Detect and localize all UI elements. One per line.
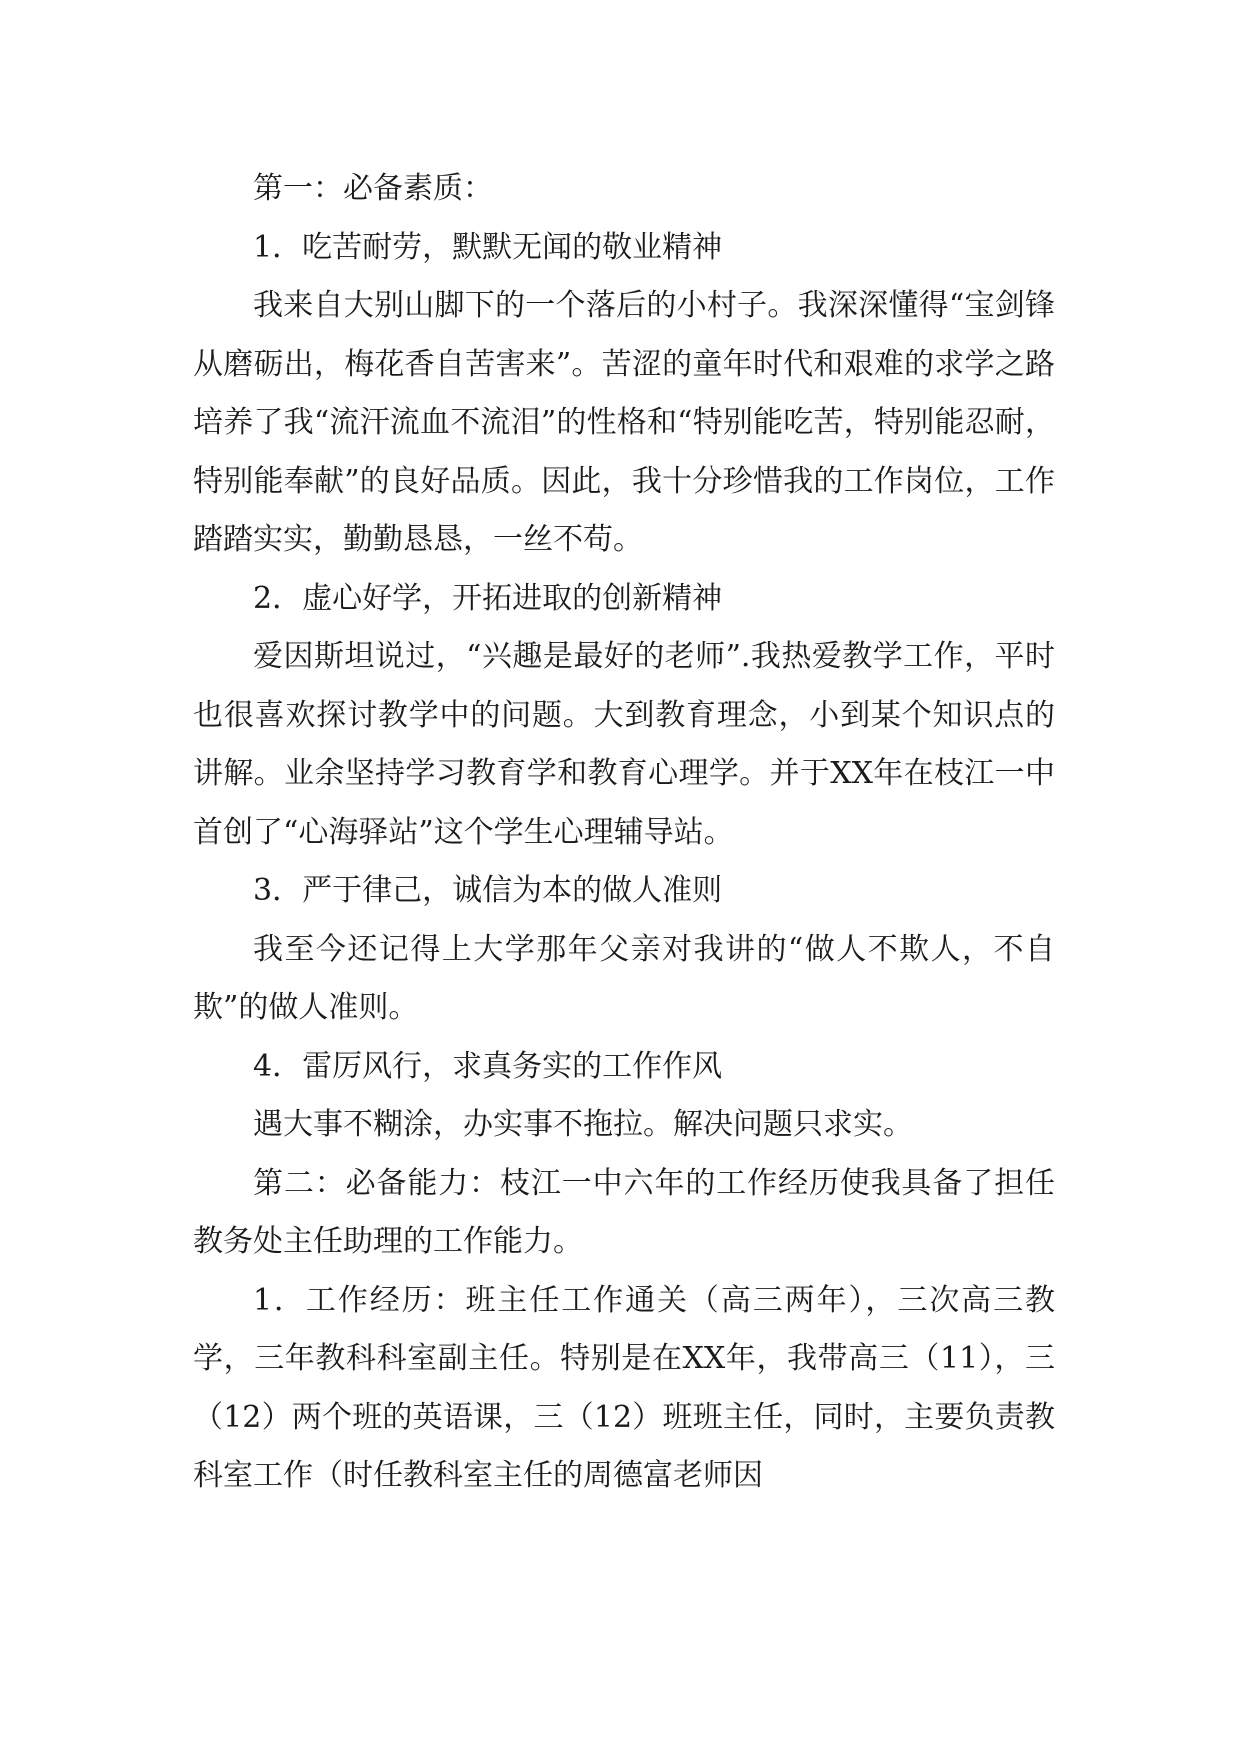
paragraph-work-experience: 1．工作经历：班主任工作通关（高三两年），三次高三教学，三年教科科室副主任。特别是在XX年，我带高三（11），三（12）两个班的英语课，三（12）班班主任，同时，主要负责教科室工作（时任教科室主任的周德富老师因 — [193, 1282, 1055, 1493]
paragraph-item-2-heading: 2．虚心好学，开拓进取的创新精神 — [253, 580, 723, 616]
paragraph-item-4-body: 遇大事不糊涂，办实事不拖拉。解决问题只求实。 — [253, 1107, 913, 1142]
paragraph-item-2-body: 爱因斯坦说过，“兴趣是最好的老师”.我热爱教学工作，平时也很喜欢探讨教学中的问题。大到教育理念，小到某个知识点的讲解。业余坚持学习教育学和教育心理学。并于XX年在枝江一中首创了“心海驿站”这个学生心理辅导站。 — [193, 639, 1055, 850]
paragraph-section-one-heading: 第一：必备素质： — [253, 171, 493, 206]
paragraph-item-3-heading: 3．严于律己，诚信为本的做人准则 — [253, 873, 723, 908]
paragraph-item-1-heading: 1．吃苦耐劳，默默无闻的敬业精神 — [253, 229, 723, 265]
document-body — [193, 160, 1055, 1506]
paragraph-item-1-body: 我来自大别山脚下的一个落后的小村子。我深深懂得“宝剑锋从磨砺出，梅花香自苦害来”。苦涩的童年时代和艰难的求学之路培养了我“流汗流血不流泪”的性格和“特别能吃苦，特别能忍耐，特别能奉献”的良好品质。因此，我十分珍惜我的工作岗位，工作踏踏实实，勤勤恳恳，一丝不苟。 — [193, 288, 1055, 557]
paragraph-item-3-body: 我至今还记得上大学那年父亲对我讲的“做人不欺人，不自欺”的做人准则。 — [193, 931, 1055, 1025]
paragraph-item-4-heading: 4．雷厉风行，求真务实的工作作风 — [253, 1048, 723, 1084]
paragraph-section-two: 第二：必备能力：枝江一中六年的工作经历使我具备了担任教务处主任助理的工作能力。 — [193, 1165, 1055, 1259]
